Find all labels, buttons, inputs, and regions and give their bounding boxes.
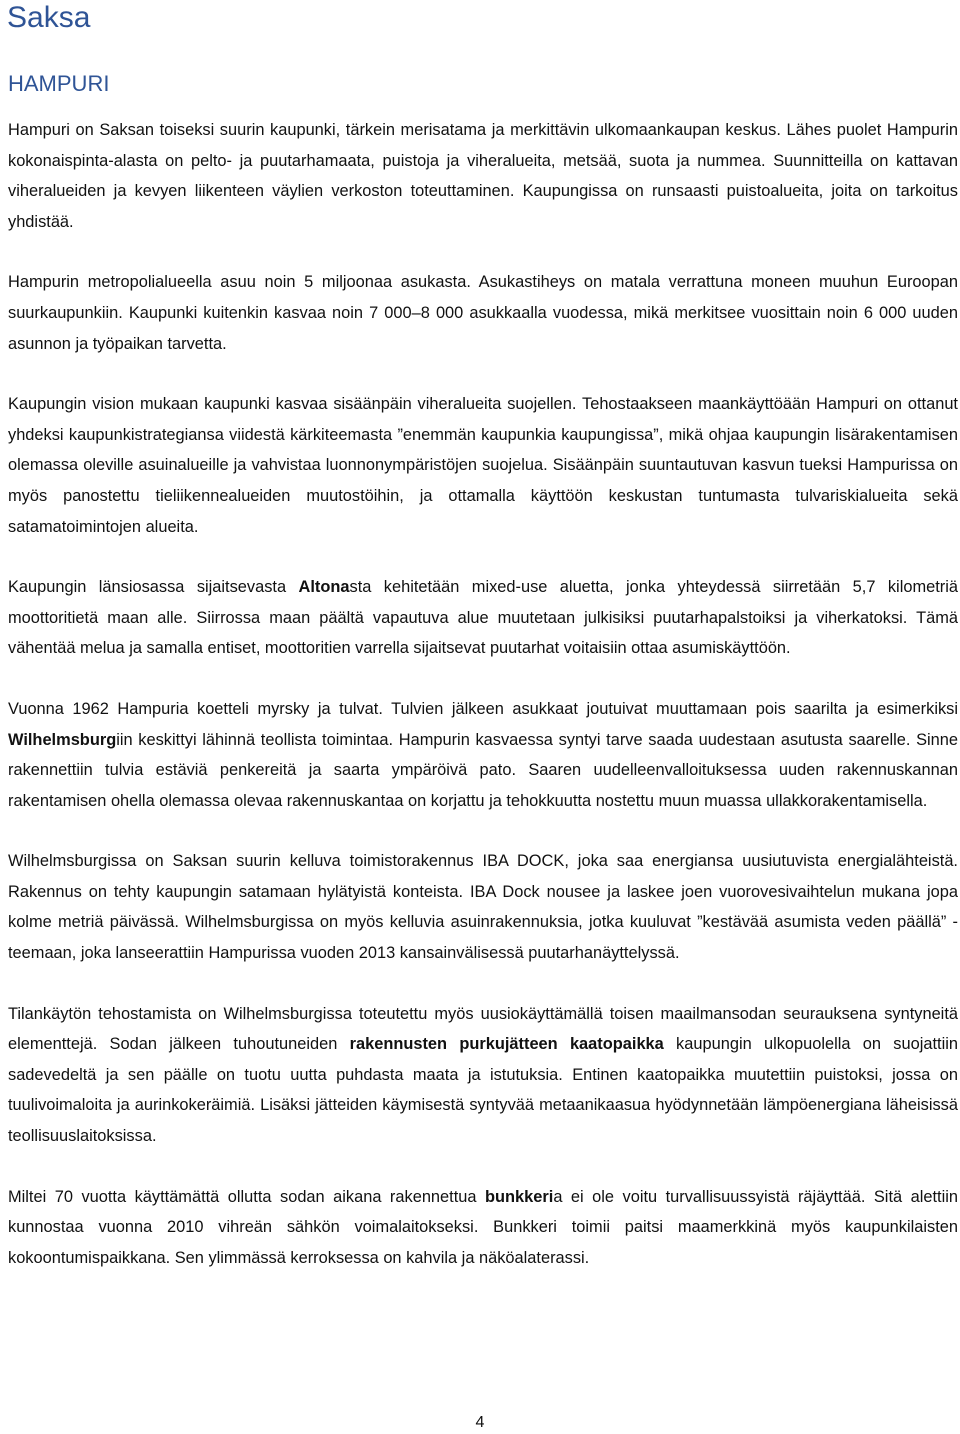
paragraph-8 [8,1182,958,1274]
paragraph-gap [8,816,958,846]
paragraph-gap [8,1152,958,1182]
document-title: Saksa [7,1,91,34]
bold-text-run: rakennusten purkujätteen kaatopaikka [349,1035,664,1054]
text-run: Vuonna 1962 Hampuria koetteli myrsky ja tulvat. Tulvien jälkeen asukkaat joutuivat muuttamaan pois saarilta ja esimerkiksi [8,699,958,718]
paragraph-gap [8,359,958,389]
text-run: Miltei 70 vuotta käyttämättä ollutta sodan aikana rakennettua [8,1187,485,1206]
paragraph-gap [8,664,958,694]
text-run: Hampuri on Saksan toiseksi suurin kaupunki, tärkein merisatama ja merkittävin ulkomaankaupan keskus. Lähes puolet Hampurin kokonaispinta-alasta on pelto- ja puutarhamaata, puistoja ja viheralueita, metsää, suota ja nummea. Suunnitteilla on kattavan viheralueiden ja kevyen liikenteen väylien verkoston toteuttaminen. Kaupungissa on runsaasti puistoalueita, joita on tarkoitus yhdistää. [8,121,958,231]
text-run: a ei ole voitu turvallisuussyistä räjäyttää. Sitä alettiin kunnostaa vuonna 2010 vihreän sähkön voimalaitokseksi. Bunkkeri toimii paitsi maamerkkinä myös kaupunkilaisten kokoontumispaikkana. Sen ylimmässä kerroksessa on kahvila ja näköalaterassi. [8,1187,958,1267]
paragraph-gap [8,969,958,999]
page-number: 4 [475,1414,485,1431]
bold-text-run: Altona [298,578,350,597]
section-heading: HAMPURI [8,71,110,96]
paragraph-4 [8,572,958,664]
text-run: sta kehitetään mixed-use aluetta, jonka yhteydessä siirretään 5,7 kilometriä moottoritietä maan alle. Siirrossa maan päältä vapautuva alue muutetaan julkisiksi puutarhapalstoiksi ja viherkatoksi. Tämä vähentää melua ja samalla entiset, moottoritien varrella sijaitsevat puutarhat voitaisiin ottaa asumiskäyttöön. [8,578,958,658]
body-text [8,101,958,1273]
text-run: Kaupungin vision mukaan kaupunki kasvaa sisäänpäin viheralueita suojellen. Tehostaakseen maankäyttöään Hampuri on ottanut yhdeksi kaupunkistrategiansa viidestä kärkiteemasta ”enemmän kaupunkia kaupungissa”, mikä ohjaa kaupungin lisärakentamisen olemassa oleville asuinalueille ja vahvistaa luonnonympäristöjen suojelua. Sisäänpäin suuntautuvan kasvun tueksi Hampurissa on myös panostettu tieliikennealueiden muutostöihin, ja ottamalla käyttöön keskustan tuntumasta tulvariskialueita sekä satamatoimintojen alueita. [8,395,958,536]
paragraph-3 [8,389,958,542]
paragraph-2 [8,267,958,359]
text-run: Tilankäytön tehostamista on Wilhelmsburgissa toteutettu myös uusiokäyttämällä toisen maailmansodan seurauksena syntyneitä elementtejä. Sodan jälkeen tuhoutuneiden [8,1004,958,1054]
text-run: Wilhelmsburgissa on Saksan suurin kelluva toimistorakennus IBA DOCK, joka saa energiansa uusiutuvista energialähteistä. Rakennus on tehty kaupungin satamaan hylätyistä konteista. IBA Dock nousee ja laskee joen vuorovesivaihtelun mukana jopa kolme metriä päivässä. Wilhelmsburgissa on myös kelluvia asuinrakennuksia, jotka kuuluvat ”kestävää asumista veden päällä” -teemaan, joka lanseerattiin Hampurissa vuoden 2013 kansainvälisessä puutarhanäyttelyssä. [8,852,958,963]
paragraph-gap [8,237,958,267]
text-run: Kaupungin länsiosassa sijaitsevasta [8,578,299,597]
bold-text-run: bunkkeri [484,1187,554,1206]
paragraph-7 [8,999,958,1152]
text-run: Hampurin metropolialueella asuu noin 5 miljoonaa asukasta. Asukastiheys on matala verrattuna moneen muuhun Euroopan suurkaupunkiin. Kaupunki kuitenkin kasvaa noin 7 000–8 000 asukkaalla vuodessa, mikä merkitsee vuosittain noin 6 000 uuden asunnon ja työpaikan tarvetta. [8,273,958,353]
paragraph-6 [8,846,958,968]
paragraph-5 [8,694,958,816]
paragraph-gap [8,542,958,572]
text-run: kaupungin ulkopuolella on suojattiin sadevedeltä ja sen päälle on tuotu uutta puhdasta maata ja istutuksia. Entinen kaatopaikka muutettiin puistoksi, jossa on tuulivoimaloita ja aurinkokeräimiä. Lisäksi jätteiden käymisestä syntyvää metaanikaasua hyödynnetään lämpöenergiana läheisissä teollisuuslaitoksissa. [8,1035,958,1146]
paragraph-1 [8,101,958,237]
bold-text-run: Wilhelmsburg [8,730,117,749]
text-run: iin keskittyi lähinnä teollista toimintaa. Hampurin kasvaessa syntyi tarve saada uudestaan asutusta saarelle. Sinne rakennettiin tulvia estäviä penkereitä ja saarta ympäröivä pato. Saaren uudelleenvalloituksessa uuden rakennuskannan rakentamisen ohella olemassa olevaa rakennuskantaa on korjattu ja tehokkuutta nostettu muun muassa ullakkorakentamisella. [8,730,958,810]
